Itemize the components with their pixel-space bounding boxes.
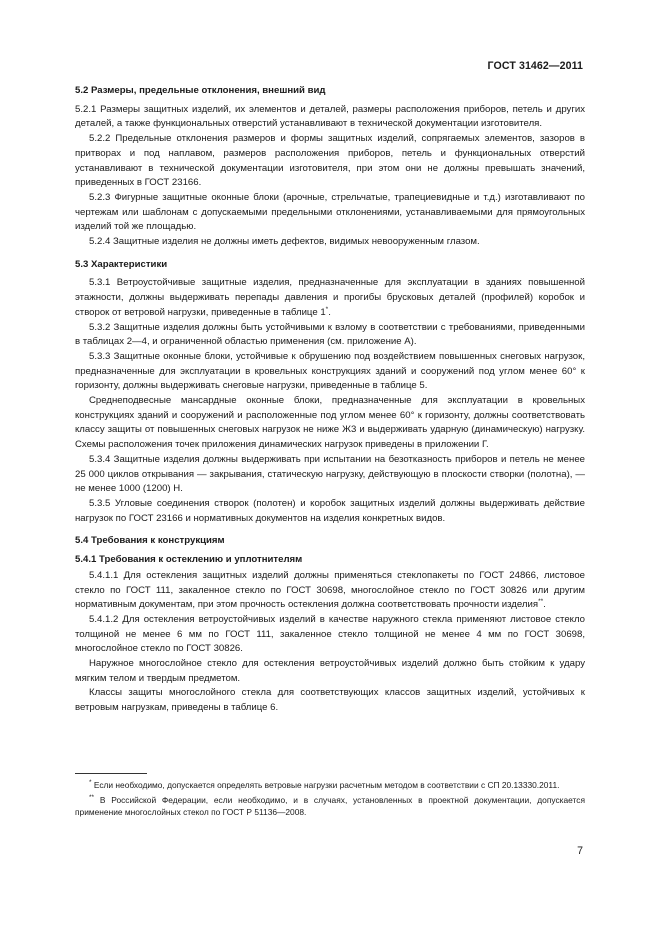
- footnote-2-text: В Российской Федерации, если необходимо, и в случаях, установленных в проектной документации, допускается применение многослойных стекол по ГОСТ Р 51136—2008.: [75, 794, 585, 818]
- paragraph-5-4-1-1-end: .: [543, 599, 546, 611]
- paragraph-mansard: Среднеподвесные мансардные оконные блоки, предназначенные для эксплуатации в кровельных конструкциях зданий и сооружений и расположенные под углом менее 60° к горизонту, должны соответствовать классу защиты от повышенных снеговых нагрузок не ниже Ж3 и выдерживать ударную (динамическую) нагрузку. Схемы расположения точек приложения динамических нагрузок приведены в приложении Г.: [75, 395, 585, 451]
- paragraph-5-4-1-2: 5.4.1.2 Для остекления ветроустойчивых изделий в качестве наружного стекла применяют листовое стекло толщиной не менее 6 мм по ГОСТ 111, закаленное стекло толщиной не менее 4 мм по ГОСТ 30698, многослойное стекло по ГОСТ 30826.: [75, 613, 585, 655]
- paragraph-5-2-2: 5.2.2 Предельные отклонения размеров и формы защитных изделий, сопрягаемых элементов, зазоров в притворах и под наплавом, размеров расположения приборов, петель и функциональных отверстий устанавливают в технической документации изготовителя, при этом они не должны превышать значений, приведенных в ГОСТ 23166.: [75, 133, 585, 189]
- footnote-1-text: Если необходимо, допускается определять ветровые нагрузки расчетным методом в соответствии с СП 20.13330.2011.: [91, 780, 560, 790]
- paragraph-5-2-4: 5.2.4 Защитные изделия не должны иметь дефектов, видимых невооруженным глазом.: [89, 236, 480, 248]
- paragraph-5-4-1-1-text: 5.4.1.1 Для остекления защитных изделий должны применяться стеклопакеты по ГОСТ 24866, листовое стекло по ГОСТ 111, закаленное стекло по ГОСТ 30698, многослойное стекло по ГОСТ 30826 или другим нормативным документам, при этом прочность остекления должна соответствовать прочности изделия: [75, 569, 585, 611]
- paragraph-5-3-1: [75, 276, 585, 320]
- section-title-5-3: 5.3 Характеристики: [75, 258, 168, 270]
- footnote-ref-2: **: [538, 598, 544, 606]
- paragraph-5-2-1: 5.2.1 Размеры защитных изделий, их элементов и деталей, размеры расположения приборов, петель и других деталей, а также функциональных отверстий устанавливают в технической документации изготовителя.: [75, 103, 585, 130]
- paragraph-5-2-3: 5.2.3 Фигурные защитные оконные блоки (арочные, стрельчатые, трапециевидные и т.д.) изготавливают по чертежам или шаблонам с допускаемыми предельными отклонениями, устанавливаемыми для прямоугольных изделий той же площадью.: [75, 191, 585, 233]
- paragraph-outer-glass: Наружное многослойное стекло для остекления ветроустойчивых изделий должно быть стойким к удару мягким телом и твердым предметом.: [75, 658, 585, 684]
- paragraph-5-3-1-end: .: [328, 306, 331, 318]
- paragraph-5-3-4: 5.3.4 Защитные изделия должны выдерживать при испытании на безотказность приборов и петель не менее 25 000 циклов открывания — закрывания, статическую нагрузку, действующую в плоскости створки (полотна), — не менее 1000 (1200) Н.: [75, 453, 585, 495]
- section-title-5-2: 5.2 Размеры, предельные отклонения, внешний вид: [75, 85, 326, 96]
- footnote-mark-1: *: [89, 779, 92, 787]
- document-code-header: ГОСТ 31462—2011: [487, 60, 583, 72]
- section-title-5-4-1: 5.4.1 Требования к остеклению и уплотнителям: [75, 554, 303, 566]
- footnote-ref-1: *: [325, 305, 329, 313]
- footnote-2: [75, 794, 585, 819]
- footnote-mark-2: **: [89, 793, 95, 801]
- footnote-1: [75, 779, 585, 792]
- page-number: 7: [577, 845, 583, 857]
- paragraph-5-4-1-1: [75, 569, 585, 613]
- footnotes: [75, 779, 585, 821]
- footnote-divider: [75, 773, 147, 774]
- section-title-5-4: 5.4 Требования к конструкциям: [75, 535, 225, 547]
- paragraph-glass-classes: Классы защиты многослойного стекла для соответствующих классов защитных изделий, устойчивых к ветровым нагрузкам, приведены в таблице 6.: [75, 687, 585, 714]
- main-content: [75, 84, 585, 716]
- paragraph-5-3-5: 5.3.5 Угловые соединения створок (полотен) и коробок защитных изделий должны выдерживать действие нагрузок по ГОСТ 23166 и нормативных документов на изделия конкретных видов.: [75, 497, 585, 524]
- paragraph-5-3-2: 5.3.2 Защитные изделия должны быть устойчивыми к взлому в соответствии с требованиями, приведенными в таблицах 2—4, и ограниченной областью применения (см. приложение А).: [75, 321, 585, 348]
- paragraph-5-3-3: 5.3.3 Защитные оконные блоки, устойчивые к обрушению под воздействием повышенных снеговых нагрузок, предназначенные для эксплуатации в кровельных конструкциях зданий и сооружений под углом менее 60° к горизонту, должны выдерживать снеговые нагрузки, приведенные в таблице 5.: [75, 350, 585, 392]
- paragraph-5-3-1-text: 5.3.1 Ветроустойчивые защитные изделия, предназначенные для эксплуатации в зданиях повышенной этажности, должны выдерживать перепады давления и прогибы брусковых деталей (профилей) коробок и створок от ветровой нагрузки, приведенные в таблице 1: [75, 277, 585, 318]
